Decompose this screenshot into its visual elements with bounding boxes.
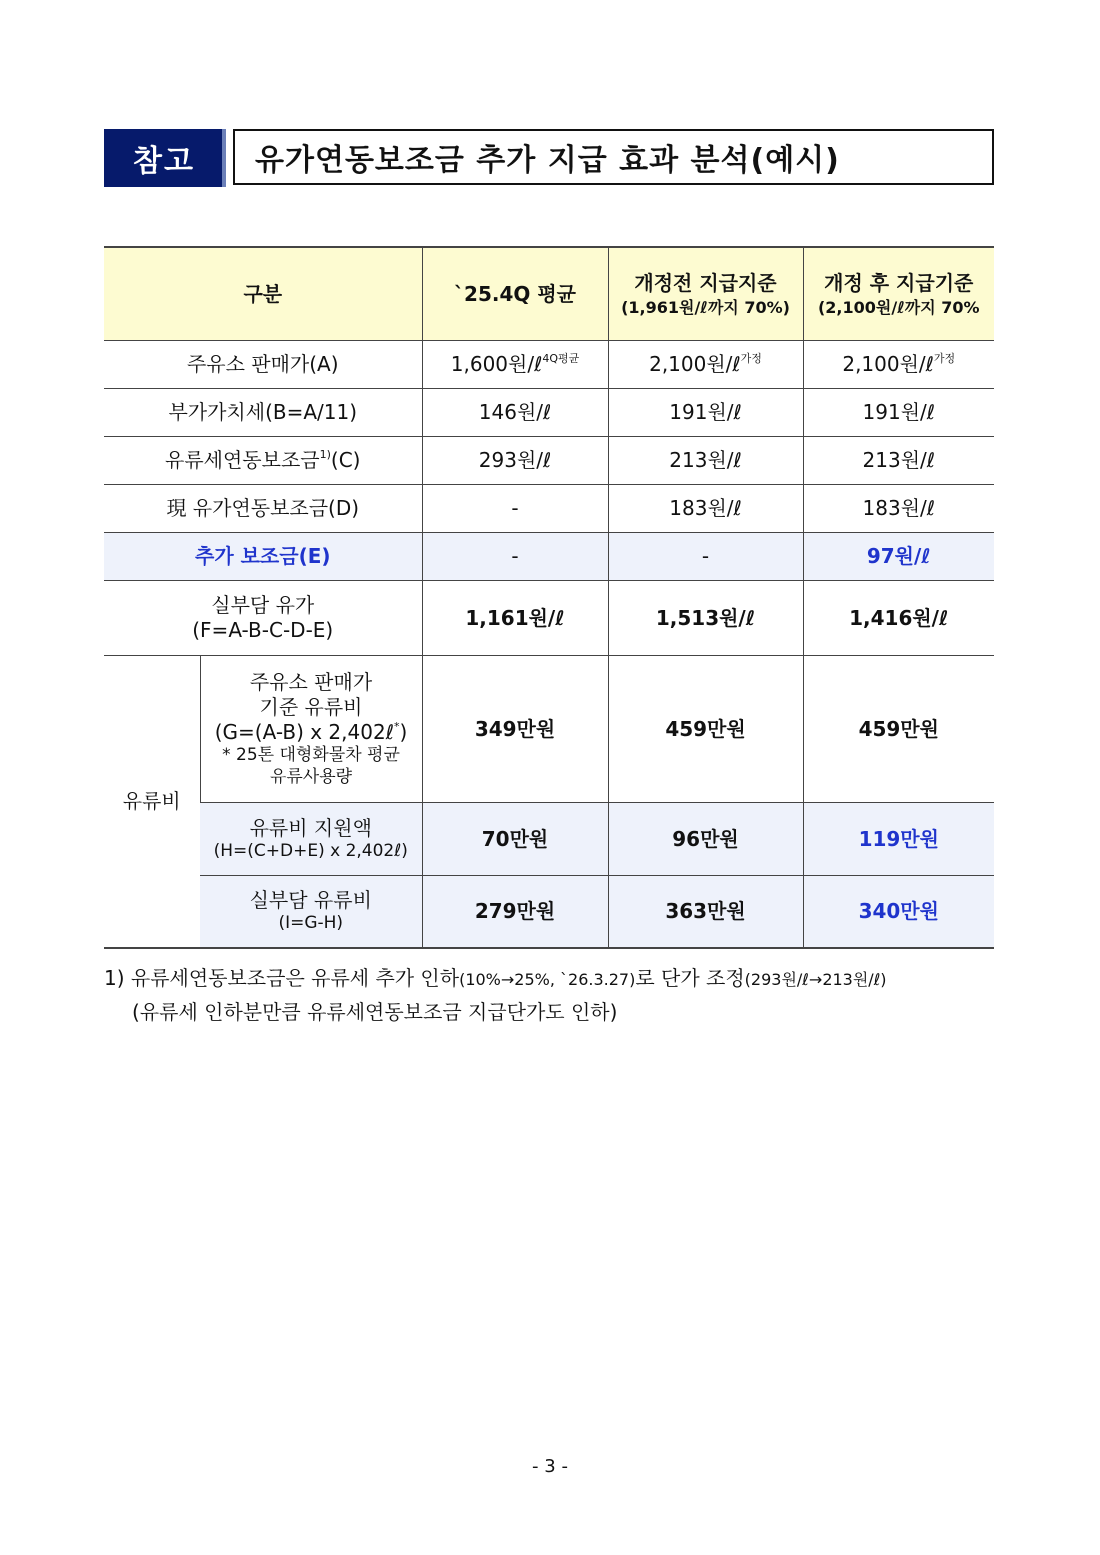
value-text: 2,100원/ℓ (649, 352, 741, 376)
row-price (104, 341, 994, 389)
tag-shadow (222, 129, 226, 187)
footnote-small: (10%→25%, `26.3.27) (459, 970, 636, 989)
reference-tag: 참고 (104, 129, 224, 187)
cell-value: 459만원 (803, 656, 994, 803)
asterisk-ref: * (393, 720, 400, 734)
cell-value: 340만원 (803, 876, 994, 948)
header-before-main: 개정전 지급지준 (634, 270, 777, 295)
header-after-main: 개정 후 지급기준 (824, 270, 974, 295)
cell-value: 191원/ℓ (608, 389, 803, 437)
row-label: 現 유가연동보조금(D) (104, 485, 422, 533)
row-label (104, 581, 422, 656)
label-line: 유류비 지원액 (249, 815, 372, 840)
cell-value (608, 341, 803, 389)
label-line: 주유소 판매가 (249, 670, 373, 695)
row-label (200, 656, 422, 803)
cell-value: 70만원 (422, 803, 608, 876)
cell-value: - (422, 485, 608, 533)
row-label: 부가가치세(B=A/11) (104, 389, 422, 437)
cell-value (422, 341, 608, 389)
row-label: 주유소 판매가(A) (104, 341, 422, 389)
cell-value: - (608, 533, 803, 581)
label-line: (G=(A-B) x 2,402ℓ (214, 720, 394, 745)
row-fuel-support (104, 803, 994, 876)
footnote (104, 962, 1004, 1028)
cell-value: 183원/ℓ (608, 485, 803, 533)
label-tail: (C) (330, 448, 361, 472)
footnote-small: (293원/ℓ→213원/ℓ) (744, 970, 887, 989)
value-sup: 가정 (740, 352, 762, 365)
page-number: - 3 - (532, 1456, 568, 1477)
value-text: 1,600원/ℓ (450, 352, 543, 376)
header-after (803, 247, 994, 341)
row-fuel-tax (104, 437, 994, 485)
footnote-ref: 1) (319, 448, 331, 461)
footnote-line-1 (104, 962, 1004, 996)
label-line: 기준 유류비 (259, 695, 363, 720)
cell-value: 213원/ℓ (608, 437, 803, 485)
row-label (200, 876, 422, 948)
note-line: * 25톤 대형화물차 평균 (222, 745, 400, 766)
value-sup: 가정 (933, 352, 956, 365)
label-tail: ) (399, 720, 408, 745)
cell-value: 1,161원/ℓ (422, 581, 608, 656)
label-line: (H=(C+D+E) x 2,402ℓ) (213, 840, 408, 861)
row-label (200, 803, 422, 876)
label-line: 실부담 유류비 (249, 888, 372, 913)
page-title: 유가연동보조금 추가 지급 효과 분석(예시) (233, 129, 994, 185)
header-before (608, 247, 803, 341)
header-after-sub: (2,100원/ℓ까지 70% (817, 297, 980, 317)
row-extra-subsidy (104, 533, 994, 581)
label-line: 실부담 유가 (211, 593, 315, 617)
header-25-4q: `25.4Q 평균 (422, 247, 608, 341)
footnote-line-2: (유류세 인하분만큼 유류세연동보조금 지급단가도 인하) (132, 1000, 618, 1024)
row-real-price (104, 581, 994, 656)
row-fuel-base (104, 656, 994, 803)
cell-value: - (422, 533, 608, 581)
cell-value: 213원/ℓ (803, 437, 994, 485)
value-text: 2,100원/ℓ (842, 352, 934, 376)
cell-value: 1,416원/ℓ (803, 581, 994, 656)
cell-value: 96만원 (608, 803, 803, 876)
cell-value: 119만원 (803, 803, 994, 876)
cell-value: 97원/ℓ (803, 533, 994, 581)
cell-value: 293원/ℓ (422, 437, 608, 485)
label-text: 유류세연동보조금 (165, 448, 320, 472)
header-gubun: 구분 (104, 247, 422, 341)
row-current-subsidy (104, 485, 994, 533)
row-fuel-real (104, 876, 994, 948)
title-bar (104, 129, 996, 187)
row-label (104, 437, 422, 485)
cell-value: 183원/ℓ (803, 485, 994, 533)
fuel-cost-group-label: 유류비 (104, 656, 200, 948)
analysis-table (104, 246, 994, 949)
cell-value: 146원/ℓ (422, 389, 608, 437)
cell-value: 191원/ℓ (803, 389, 994, 437)
footnote-text: 1) 유류세연동보조금은 유류세 추가 인하 (104, 966, 460, 990)
label-line: (I=G-H) (278, 913, 344, 934)
cell-value: 459만원 (608, 656, 803, 803)
header-before-sub: (1,961원/ℓ까지 70%) (621, 297, 790, 317)
value-sup: 4Q평균 (542, 352, 580, 365)
row-vat (104, 389, 994, 437)
row-label: 추가 보조금(E) (104, 533, 422, 581)
cell-value: 279만원 (422, 876, 608, 948)
cell-value: 363만원 (608, 876, 803, 948)
cell-value: 1,513원/ℓ (608, 581, 803, 656)
label-line: (F=A-B-C-D-E) (192, 618, 334, 642)
note-line: 유류사용량 (269, 766, 353, 787)
header-row (104, 247, 994, 341)
cell-value (803, 341, 994, 389)
footnote-text: 로 단가 조정 (635, 966, 745, 990)
cell-value: 349만원 (422, 656, 608, 803)
